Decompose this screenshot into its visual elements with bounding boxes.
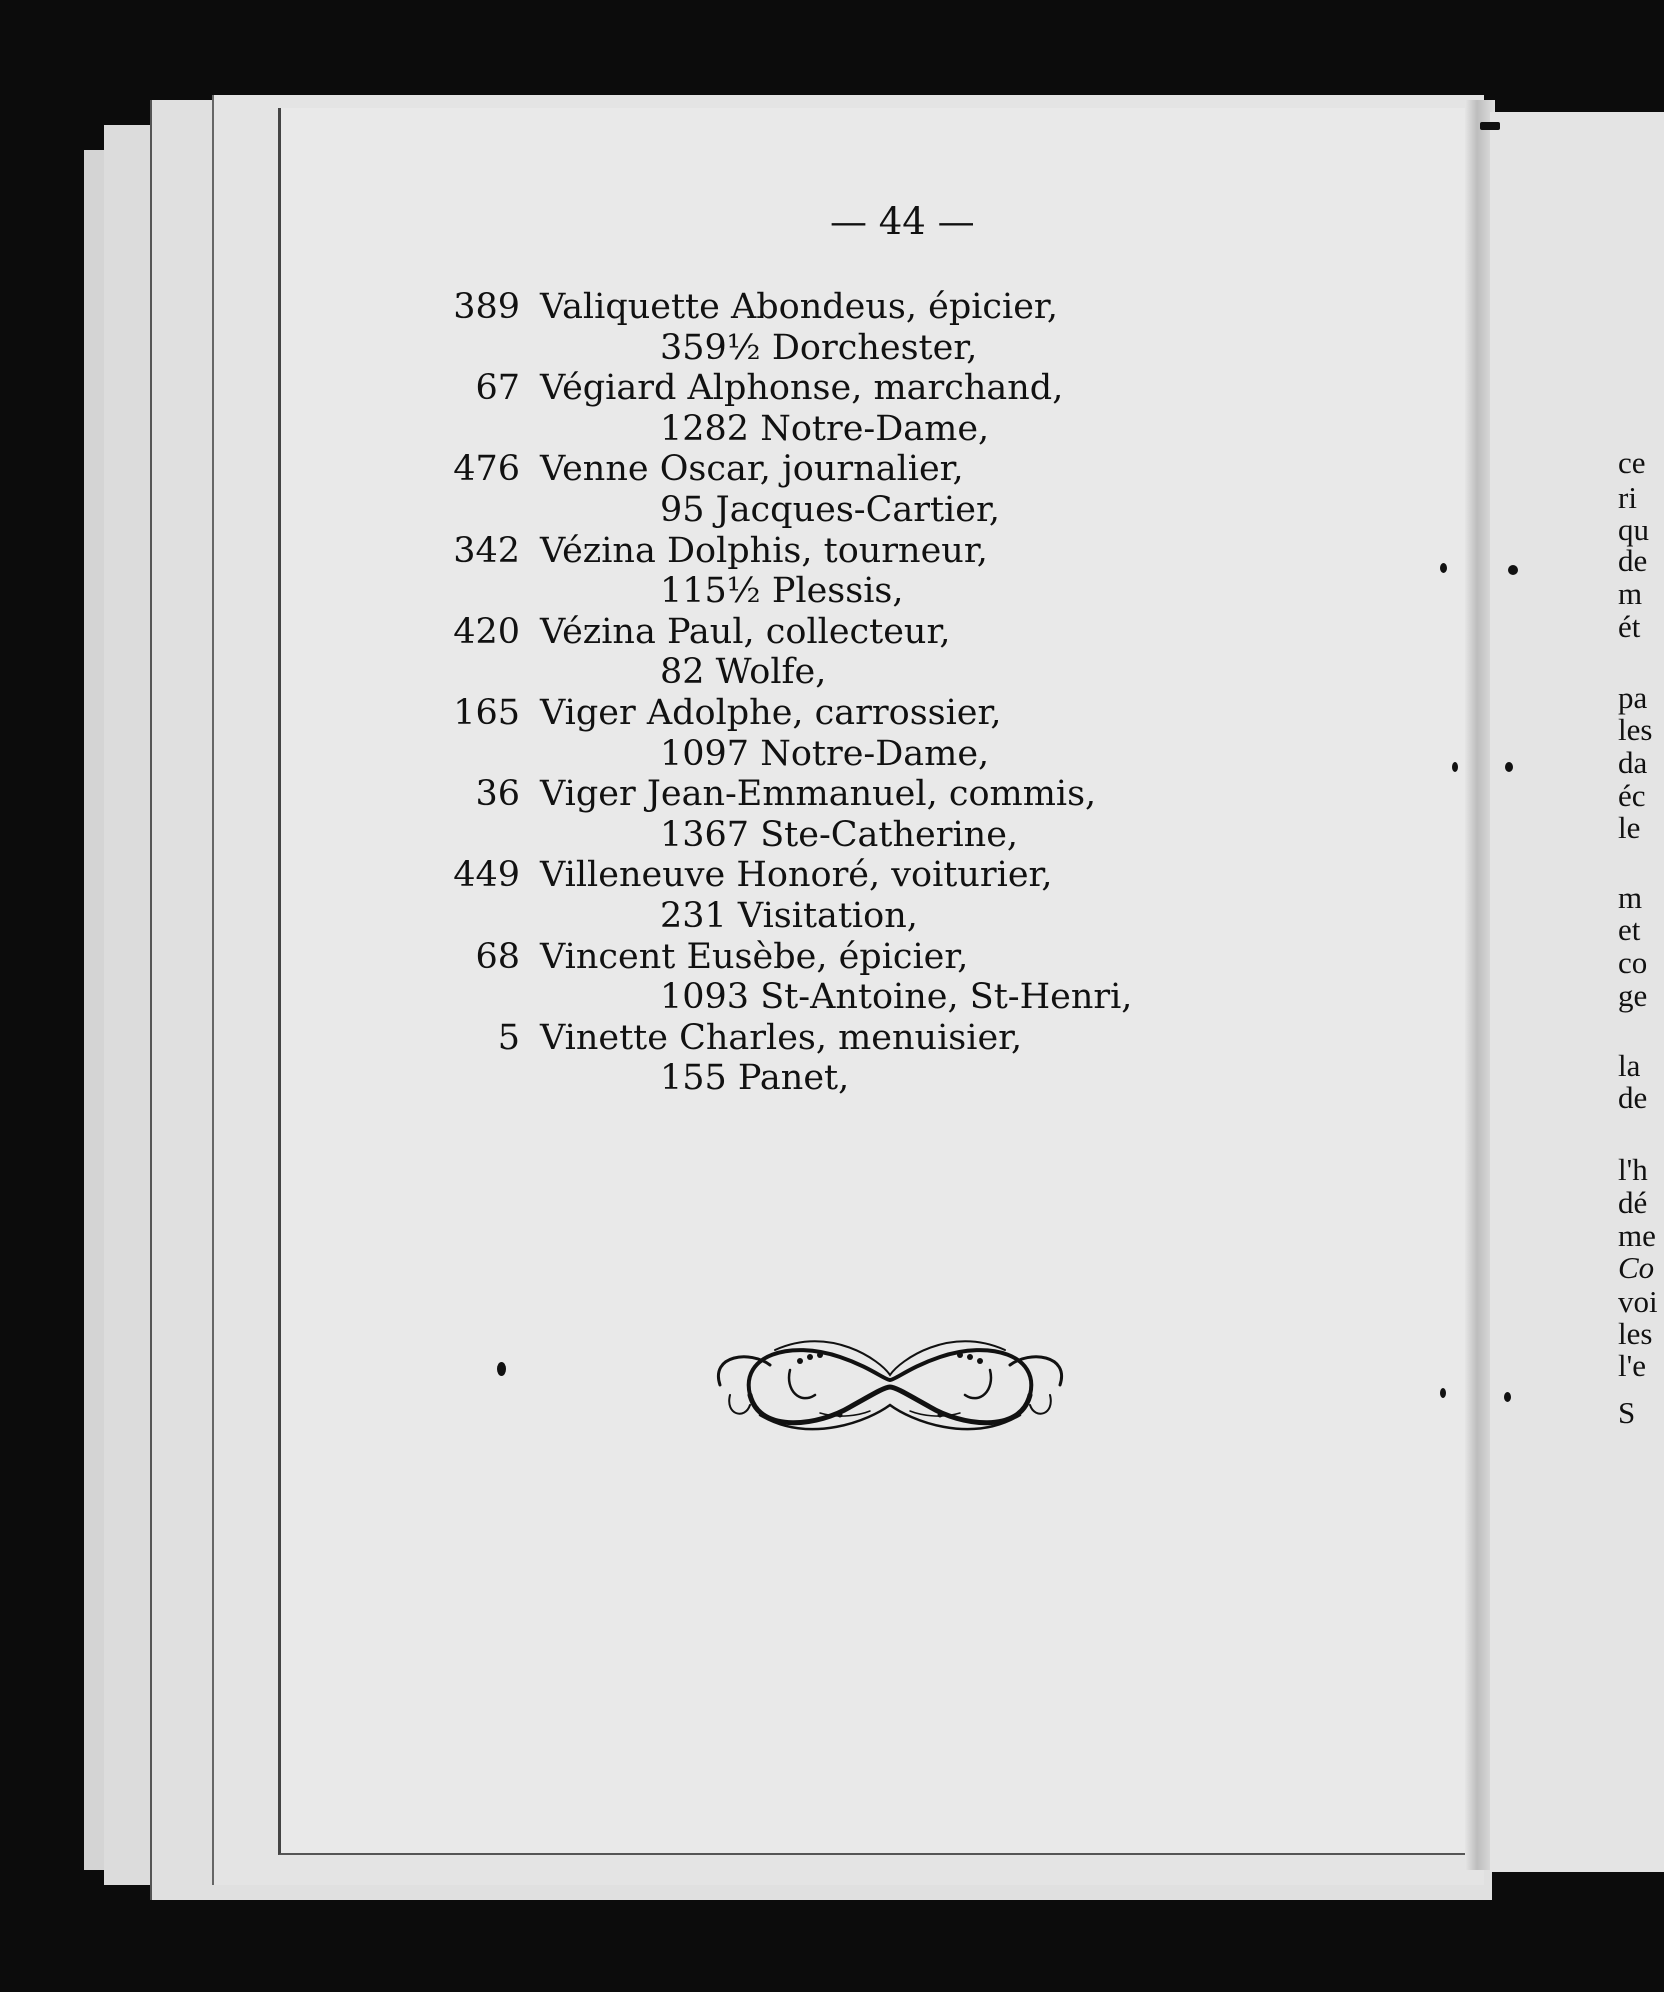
entry-name: Vézina Paul, collecteur, — [540, 611, 951, 652]
facing-text-fragment: la — [1618, 1048, 1641, 1083]
entry-number: 68 — [475, 936, 520, 977]
entry-address: 82 Wolfe, — [660, 652, 827, 693]
facing-text-fragment: dé — [1618, 1185, 1648, 1220]
facing-text-fragment: m — [1618, 576, 1643, 611]
facing-text-fragment: ét — [1618, 609, 1641, 644]
entry-name: Vincent Eusèbe, épicier, — [540, 936, 969, 977]
entry-name: Vézina Dolphis, tourneur, — [540, 530, 988, 571]
decorative-ornament-icon — [690, 1295, 1090, 1455]
facing-text-fragment: S — [1618, 1395, 1636, 1430]
facing-text-fragment: me — [1618, 1218, 1656, 1253]
entry-address: 1097 Notre-Dame, — [660, 733, 990, 774]
entry-address: 1367 Ste-Catherine, — [660, 814, 1019, 855]
entry-address: 359½ Dorchester, — [660, 327, 978, 368]
facing-text-fragment: da — [1618, 745, 1648, 780]
facing-text-fragment: co — [1618, 945, 1648, 980]
entry-address: 155 Panet, — [660, 1058, 850, 1099]
facing-text-fragment: de — [1618, 1080, 1648, 1115]
entry-number: 165 — [453, 693, 520, 733]
entry-number: 36 — [475, 774, 520, 815]
facing-text-fragment: le — [1618, 810, 1641, 845]
facing-text-fragment: ri — [1618, 480, 1637, 515]
entry-address: 1282 Notre-Dame, — [660, 408, 990, 449]
entry-number: 5 — [497, 1017, 520, 1058]
entry-address: 115½ Plessis, — [660, 571, 904, 612]
ink-speck — [1452, 762, 1458, 772]
entry-address: 95 Jacques-Cartier, — [660, 490, 1000, 530]
facing-text-fragment: éc — [1618, 778, 1646, 813]
facing-text-fragment: ce — [1618, 445, 1646, 480]
entry-name: Végiard Alphonse, marchand, — [540, 368, 1064, 409]
facing-text-fragment: de — [1618, 543, 1648, 578]
entry-number: 67 — [475, 368, 520, 409]
entry-number: 389 — [453, 287, 520, 327]
entry-address: 1093 St-Antoine, St-Henri, — [660, 977, 1133, 1018]
entry-number: 342 — [453, 530, 520, 571]
facing-text-fragment: les — [1618, 1316, 1653, 1351]
ink-speck — [1504, 1392, 1511, 1402]
facing-text-fragment: m — [1618, 880, 1643, 915]
entry-name: Viger Jean-Emmanuel, commis, — [540, 774, 1097, 815]
facing-text-fragment: l'h — [1618, 1152, 1648, 1187]
entry-address: 231 Visitation, — [660, 896, 918, 936]
facing-text-fragment: Co — [1618, 1250, 1655, 1285]
ink-speck — [1505, 762, 1513, 772]
right-facing-page — [1490, 112, 1664, 1872]
ink-speck — [497, 1362, 506, 1376]
facing-text-fragment: et — [1618, 912, 1641, 947]
entry-name: Villeneuve Honoré, voiturier, — [540, 855, 1053, 896]
facing-text-fragment: pa — [1618, 680, 1648, 715]
entry-name: Valiquette Abondeus, épicier, — [540, 287, 1058, 327]
entry-number: 476 — [453, 449, 520, 490]
facing-text-fragment: ge — [1618, 978, 1648, 1013]
facing-text-fragment: voi — [1618, 1284, 1658, 1319]
entry-name: Venne Oscar, journalier, — [540, 449, 964, 490]
entry-number: 420 — [453, 611, 520, 652]
entry-number: 449 — [453, 855, 520, 896]
ink-speck — [1508, 565, 1518, 575]
ink-speck — [1440, 1388, 1446, 1398]
facing-text-fragment: les — [1618, 712, 1653, 747]
page-number: — 44 — — [830, 200, 975, 243]
facing-text-fragment: l'e — [1618, 1348, 1646, 1383]
facing-text-fragment: qu — [1618, 512, 1649, 547]
entry-name: Viger Adolphe, carrossier, — [540, 693, 1002, 733]
ink-speck — [1480, 122, 1500, 130]
ink-speck — [1440, 563, 1447, 573]
entry-name: Vinette Charles, menuisier, — [540, 1017, 1023, 1058]
